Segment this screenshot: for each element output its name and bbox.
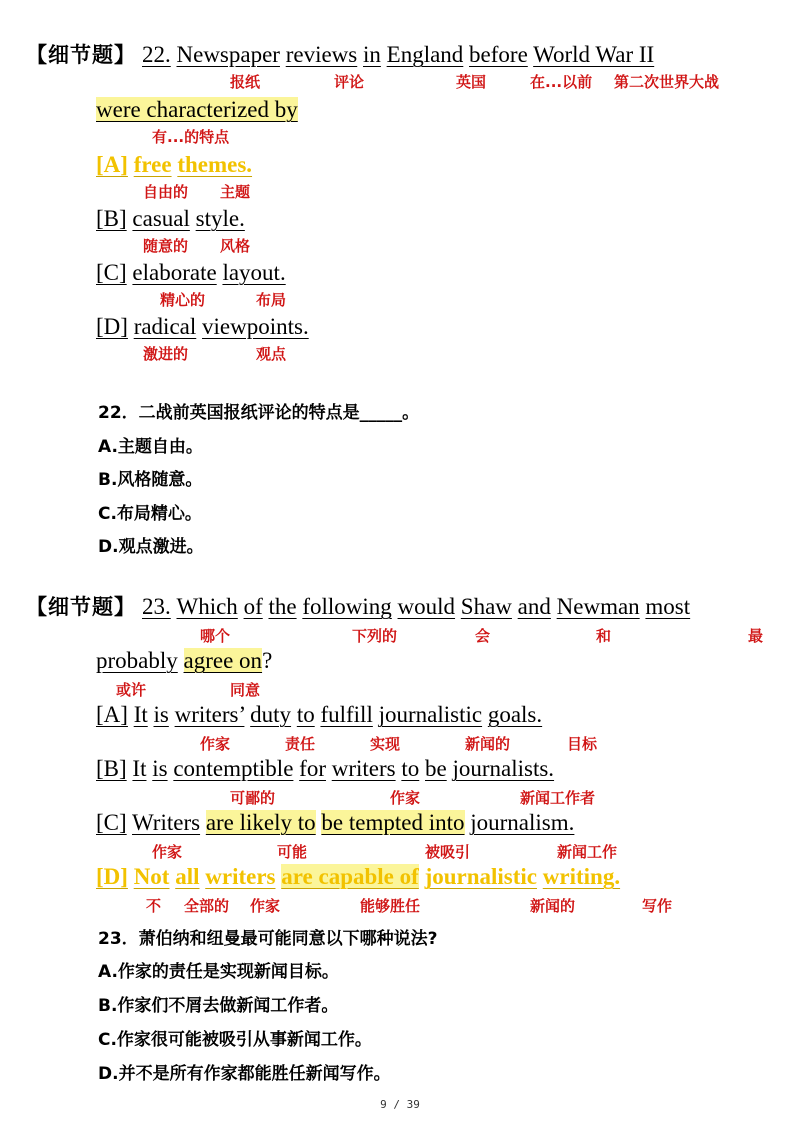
gloss-label: 目标	[567, 735, 598, 753]
gloss-label: 随意的	[143, 237, 189, 255]
q23-cn-option-c: C.作家很可能被吸引从事新闻工作。	[98, 1030, 372, 1050]
q22-option-d	[96, 312, 309, 342]
gloss-label: 或许	[116, 681, 147, 699]
word: journalistic	[378, 702, 483, 727]
gloss-label: 责任	[285, 735, 316, 753]
q22-stem-line	[26, 40, 654, 70]
q22-stem	[142, 42, 654, 67]
word: writers	[331, 756, 396, 781]
word: elaborate	[132, 260, 217, 285]
q23-cn-question: 23．萧伯纳和纽曼最可能同意以下哪种说法?	[98, 929, 438, 949]
word: themes.	[177, 152, 253, 177]
word: [B]	[96, 206, 127, 231]
gloss-label: 风格	[220, 237, 251, 255]
q23-stem-line-2	[96, 646, 272, 676]
gloss-label: 写作	[642, 897, 673, 915]
word: is	[153, 702, 169, 727]
word-space	[200, 810, 206, 835]
word: [A]	[96, 152, 128, 177]
word-space	[178, 648, 184, 673]
q22-stem-line-2	[96, 95, 298, 125]
word: Newspaper	[176, 42, 280, 67]
gloss-label: 有...的特点	[152, 128, 230, 146]
gloss-label: 能够胜任	[360, 897, 421, 915]
q22-cn-question: 22．二战前英国报纸评论的特点是_____。	[98, 403, 420, 423]
gloss-label: 新闻的	[530, 897, 576, 915]
gloss-label: 激进的	[143, 345, 189, 363]
word: to	[401, 756, 420, 781]
gloss-label: 全部的	[184, 897, 230, 915]
gloss-label: 不	[146, 897, 162, 915]
word: to	[296, 702, 315, 727]
gloss-label: 精心的	[160, 291, 206, 309]
word: journalists.	[452, 756, 555, 781]
q22-option-b	[96, 204, 245, 234]
gloss-label: 同意	[230, 681, 261, 699]
q22-cn-option-c: C.布局精心。	[98, 504, 202, 524]
word: radical	[133, 314, 197, 339]
word: Not	[133, 864, 170, 889]
q23-cn-option-b: B.作家们不屑去做新闻工作者。	[98, 996, 339, 1016]
gloss-label: 新闻工作者	[520, 789, 596, 807]
gloss-label: 主题	[220, 183, 251, 201]
q22-cn-option-d: D.观点激进。	[98, 537, 204, 557]
q22-option-a	[96, 150, 252, 180]
word: [C]	[96, 260, 127, 285]
gloss-label: 第二次世界大战	[614, 73, 720, 91]
gloss-label: 新闻工作	[557, 843, 618, 861]
word: before	[469, 42, 528, 67]
word: viewpoints.	[202, 314, 309, 339]
word: England	[386, 42, 464, 67]
word: [D]	[96, 864, 128, 889]
gloss-label: 可能	[277, 843, 308, 861]
word: duty	[250, 702, 292, 727]
word: and	[517, 594, 551, 619]
word: journalistic	[424, 864, 538, 889]
gloss-label: 和	[596, 627, 612, 645]
word: writing.	[542, 864, 621, 889]
gloss-label: 自由的	[143, 183, 189, 201]
word: Which	[176, 594, 238, 619]
q23-stem	[142, 594, 690, 619]
word: following	[302, 594, 392, 619]
q23-option-a	[96, 700, 542, 730]
word: for	[299, 756, 326, 781]
gloss-label: 下列的	[352, 627, 398, 645]
word: 22.	[142, 42, 171, 67]
q22-option-c	[96, 258, 286, 288]
q22-stem-2	[96, 97, 298, 122]
word: [A]	[96, 702, 128, 727]
gloss-label: 英国	[456, 73, 487, 91]
word: be	[425, 756, 447, 781]
word: were characterized by	[96, 97, 298, 122]
q22-tag: 【细节题】	[26, 43, 136, 67]
gloss-label: 作家	[390, 789, 421, 807]
gloss-label: 报纸	[230, 73, 261, 91]
word: 23.	[142, 594, 171, 619]
word: [B]	[96, 756, 127, 781]
q23-option-b	[96, 754, 554, 784]
q23-option-c	[96, 808, 574, 838]
q23-stem-line	[26, 592, 690, 622]
word: Shaw	[460, 594, 512, 619]
word: is	[152, 756, 168, 781]
q23-option-d	[96, 862, 620, 892]
q23-stem-2	[96, 648, 272, 673]
word: layout.	[222, 260, 286, 285]
gloss-label: 新闻的	[465, 735, 511, 753]
word: journalism.	[470, 810, 575, 835]
q22-cn-option-a: A.主题自由。	[98, 437, 203, 457]
word: the	[268, 594, 297, 619]
gloss-label: 在...以前	[530, 73, 593, 91]
gloss-label: 作家	[152, 843, 183, 861]
gloss-label: 实现	[370, 735, 401, 753]
word: be tempted into	[321, 810, 465, 835]
gloss-label: 布局	[256, 291, 287, 309]
word: [D]	[96, 314, 128, 339]
word: are likely to	[205, 810, 316, 835]
word: It	[132, 756, 147, 781]
word: Newman	[556, 594, 640, 619]
word: It	[133, 702, 148, 727]
word: would	[397, 594, 456, 619]
word: ?	[262, 648, 273, 673]
word: in	[363, 42, 381, 67]
word: World War II	[533, 42, 655, 67]
page-number: 9 / 39	[380, 1098, 420, 1111]
q23-cn-option-d: D.并不是所有作家都能胜任新闻写作。	[98, 1064, 391, 1084]
gloss-label: 最	[748, 627, 764, 645]
word: probably	[96, 648, 178, 673]
word: fulfill	[320, 702, 373, 727]
word: casual	[132, 206, 190, 231]
word: style.	[195, 206, 245, 231]
word: Writers	[132, 810, 201, 835]
gloss-label: 被吸引	[425, 843, 471, 861]
gloss-label: 作家	[250, 897, 281, 915]
word: agree on	[183, 648, 263, 673]
word: are capable of	[281, 864, 419, 889]
q23-tag: 【细节题】	[26, 595, 136, 619]
gloss-label: 观点	[256, 345, 287, 363]
word: of	[243, 594, 263, 619]
word: writers	[205, 864, 276, 889]
word: all	[175, 864, 200, 889]
word: writers’	[174, 702, 245, 727]
gloss-label: 评论	[334, 73, 365, 91]
word: contemptible	[173, 756, 294, 781]
gloss-label: 可鄙的	[230, 789, 276, 807]
word: free	[133, 152, 172, 177]
gloss-label: 会	[475, 627, 491, 645]
word: [C]	[96, 810, 127, 835]
q23-cn-option-a: A.作家的责任是实现新闻目标。	[98, 962, 339, 982]
word: reviews	[285, 42, 358, 67]
word: goals.	[487, 702, 543, 727]
q22-cn-option-b: B.风格随意。	[98, 470, 203, 490]
gloss-label: 作家	[200, 735, 231, 753]
word: most	[645, 594, 691, 619]
gloss-label: 哪个	[200, 627, 231, 645]
